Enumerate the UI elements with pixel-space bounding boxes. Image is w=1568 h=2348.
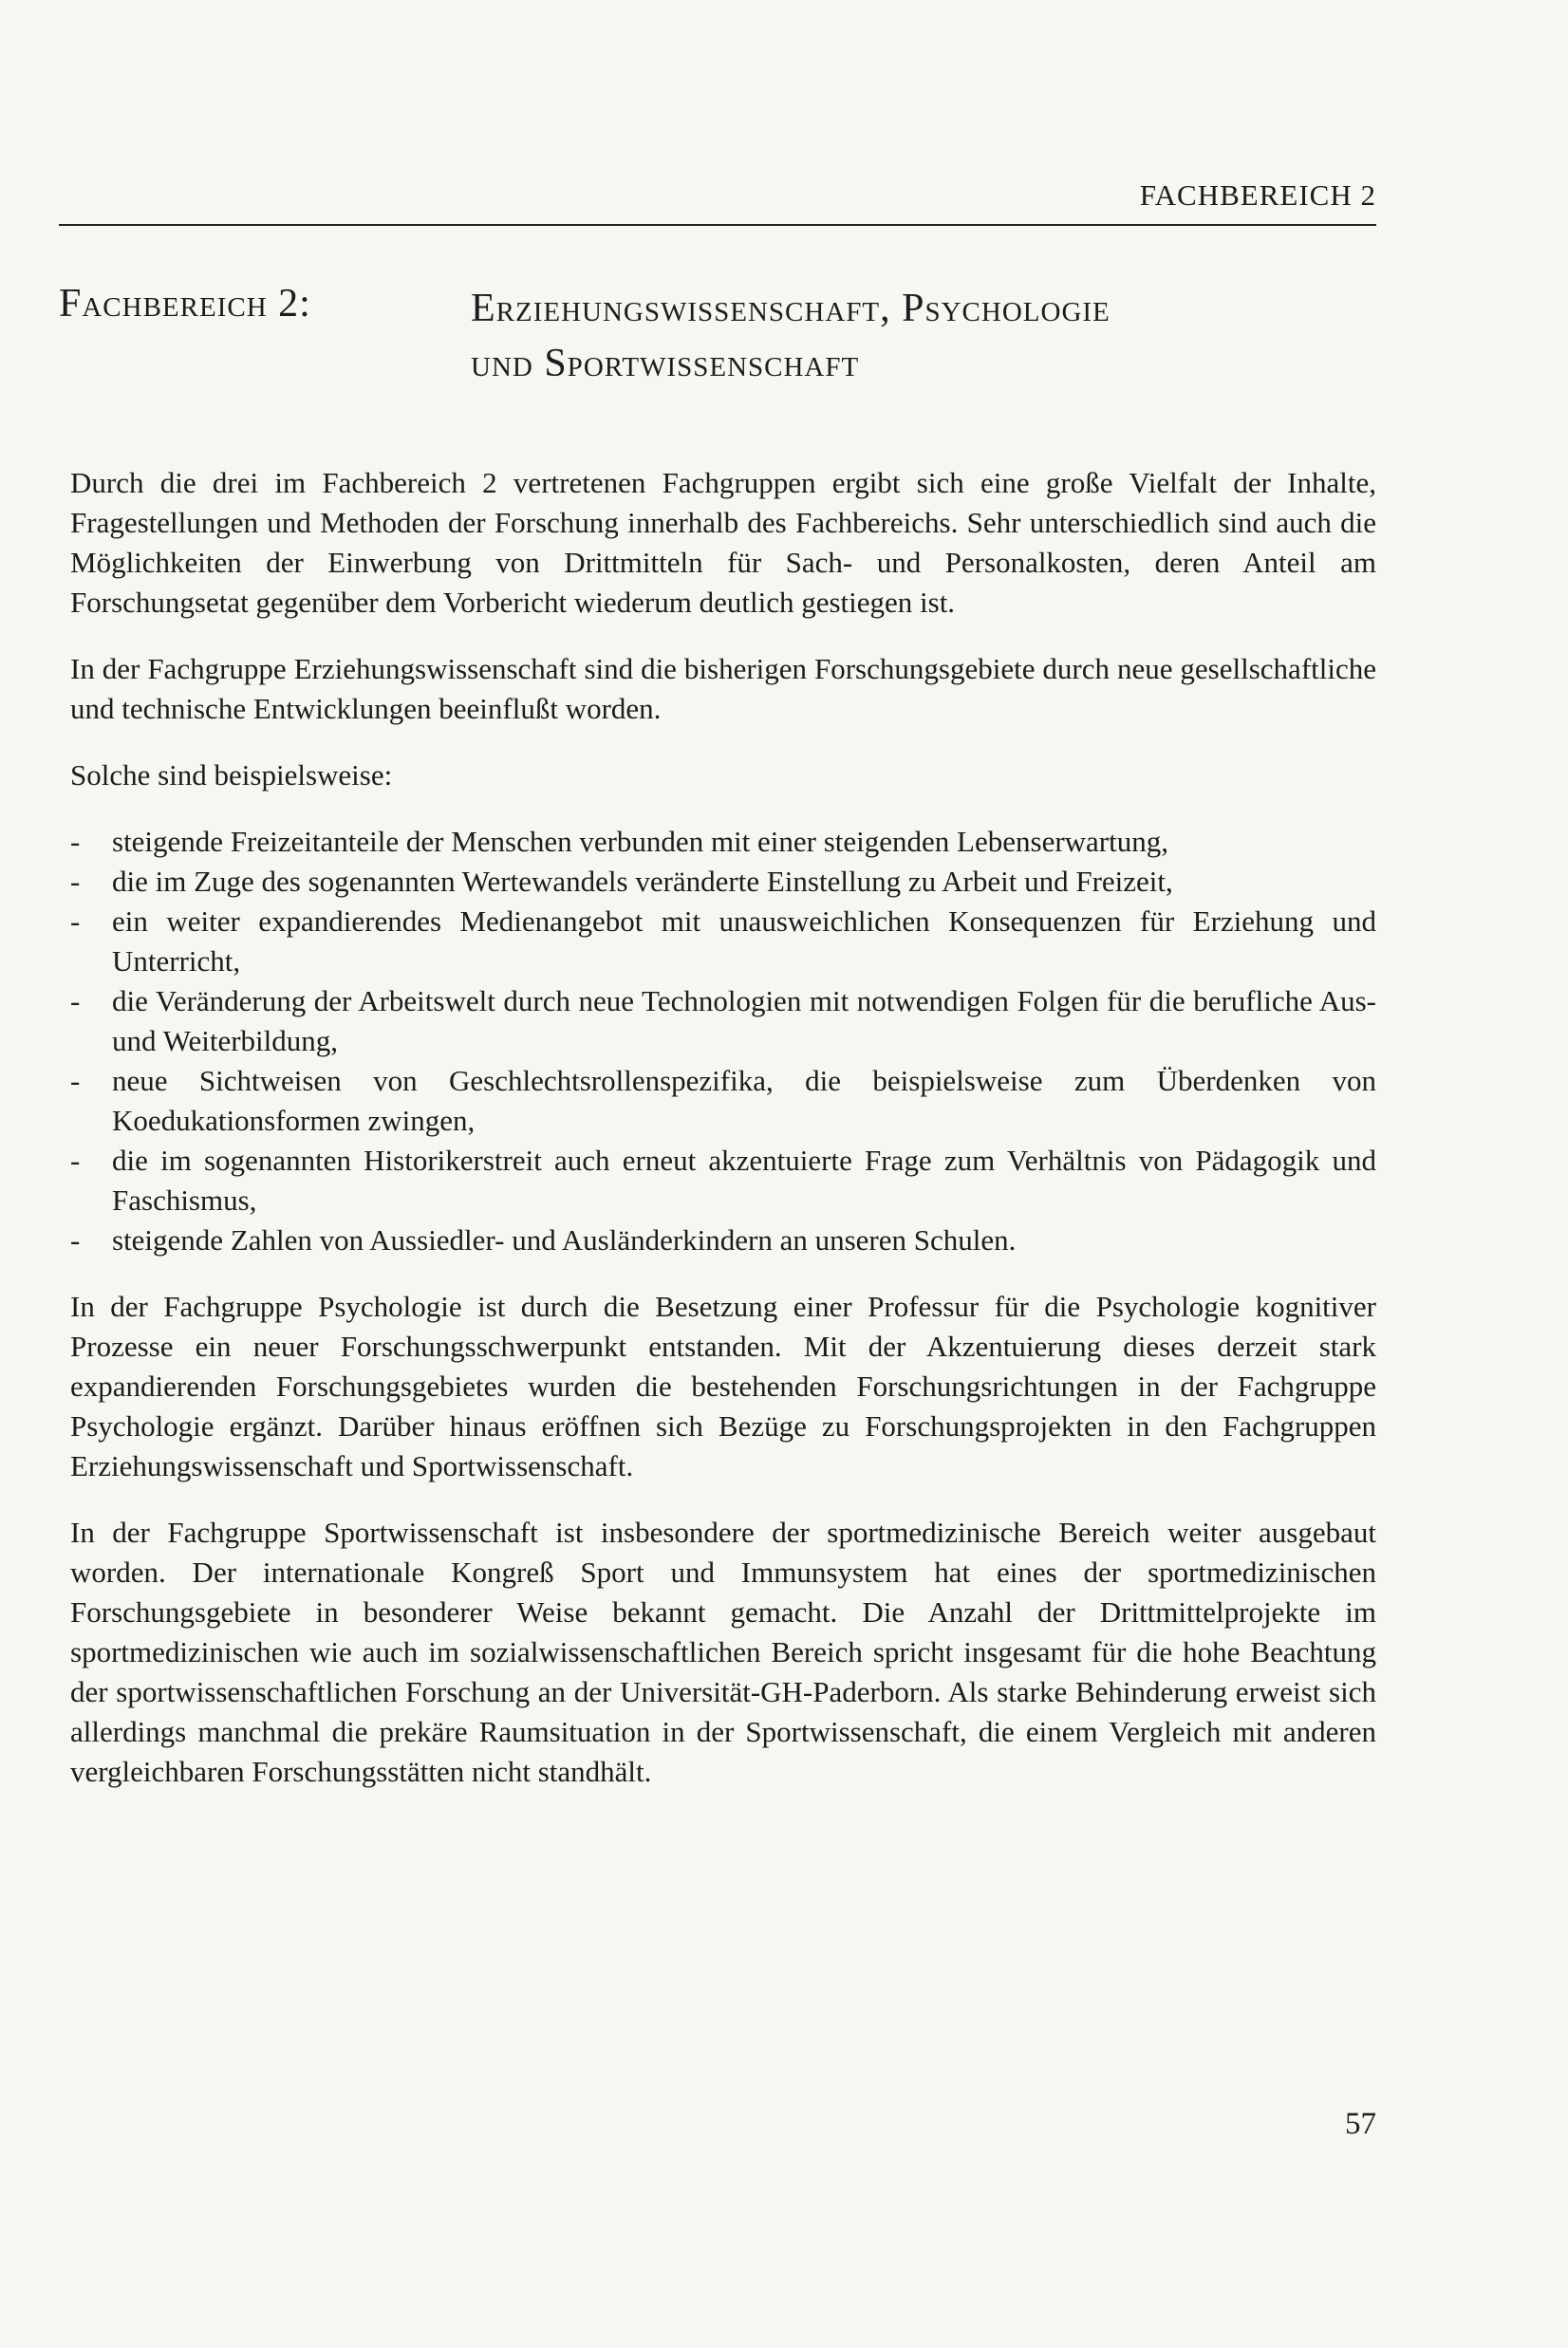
running-header: FACHBEREICH 2 bbox=[1139, 178, 1376, 212]
dash-bullet: - bbox=[70, 825, 81, 858]
chapter-title-line-1: Erziehungswissenschaft, Psychologie bbox=[471, 287, 1111, 330]
dash-bullet: - bbox=[70, 1223, 81, 1257]
list-item-text: steigende Freizeitanteile der Menschen verbunden mit einer steigenden Lebenserwartung, bbox=[112, 825, 1168, 858]
list-intro: Solche sind beispielsweise: bbox=[70, 758, 393, 792]
chapter-title bbox=[471, 281, 1363, 391]
dash-bullet: - bbox=[70, 1144, 81, 1177]
paragraph-intro: Durch die drei im Fachbereich 2 vertretenen Fachgruppen ergibt sich eine große Vielfalt der Inhalte, Fragestellungen und Methoden der Forschung innerhalb des Fachbereichs. Sehr unterschiedlich sind auch die Möglichkeiten der Einwerbung von Drittmitteln für Sach- und Personalkosten, deren Anteil am Forschungsetat gegenüber dem Vorbericht wiederum deutlich gestiegen ist. bbox=[70, 466, 1376, 619]
dash-bullet: - bbox=[70, 904, 81, 938]
list-item bbox=[70, 1141, 1376, 1221]
header-rule bbox=[59, 224, 1376, 226]
dash-bullet: - bbox=[70, 1064, 81, 1097]
list-item-text: neue Sichtweisen von Geschlechtsrollenspezifika, die beispielsweise zum Überdenken von Koedukationsformen zwingen, bbox=[112, 1064, 1376, 1137]
list-item bbox=[70, 822, 1376, 862]
list-item-text: die im sogenannten Historikerstreit auch erneut akzentuierte Frage zum Verhältnis von Pädagogik und Faschismus, bbox=[112, 1144, 1376, 1217]
chapter-title-line-2: und Sportwissenschaft bbox=[471, 342, 860, 385]
list-item bbox=[70, 981, 1376, 1061]
list-item bbox=[70, 1221, 1376, 1260]
paragraph-erziehungswissenschaft: In der Fachgruppe Erziehungswissenschaft sind die bisherigen Forschungsgebiete durch neue gesellschaftliche und technische Entwicklungen beeinflußt worden. bbox=[70, 652, 1376, 725]
list-item bbox=[70, 902, 1376, 981]
list-item bbox=[70, 1061, 1376, 1141]
chapter-label: Fachbereich 2: bbox=[59, 282, 311, 326]
list-item-text: die im Zuge des sogenannten Wertewandels veränderte Einstellung zu Arbeit und Freizeit, bbox=[112, 865, 1173, 898]
body-text bbox=[70, 463, 1376, 1818]
list-item bbox=[70, 862, 1376, 902]
list-item-text: ein weiter expandierendes Medienangebot mit unausweichlichen Konsequenzen für Erziehung und Unterricht, bbox=[112, 904, 1376, 978]
page-number: 57 bbox=[1345, 2107, 1376, 2141]
paragraph-sportwissenschaft: In der Fachgruppe Sportwissenschaft ist insbesondere der sportmedizinische Bereich weiter ausgebaut worden. Der internationale Kongreß Sport und Immunsystem hat eines der sportmedizinischen Forschungsgebiete in besonderer Weise bekannt gemacht. Die Anzahl der Drittmittelprojekte im sportmedizinischen wie auch im sozialwissenschaftlichen Bereich spricht insgesamt für die hohe Beachtung der sportwissenschaftlichen Forschung an der Universität-GH-Paderborn. Als starke Behinderung erweist sich allerdings manchmal die prekäre Raumsituation in der Sportwissenschaft, die einem Vergleich mit anderen vergleichbaren Forschungsstätten nicht standhält. bbox=[70, 1516, 1376, 1788]
topic-list bbox=[70, 822, 1376, 1260]
paragraph-psychologie: In der Fachgruppe Psychologie ist durch die Besetzung einer Professur für die Psychologie kognitiver Prozesse ein neuer Forschungsschwerpunkt entstanden. Mit der Akzentuierung dieses derzeit stark expandierenden Forschungsgebietes wurden die bestehenden Forschungsrichtungen in der Fachgruppe Psychologie ergänzt. Darüber hinaus eröffnen sich Bezüge zu Forschungsprojekten in den Fachgruppen Erziehungswissenschaft und Sportwissenschaft. bbox=[70, 1290, 1376, 1482]
dash-bullet: - bbox=[70, 865, 81, 898]
dash-bullet: - bbox=[70, 984, 81, 1017]
list-item-text: die Veränderung der Arbeitswelt durch neue Technologien mit notwendigen Folgen für die berufliche Aus- und Weiterbildung, bbox=[112, 984, 1376, 1057]
list-item-text: steigende Zahlen von Aussiedler- und Ausländerkindern an unseren Schulen. bbox=[112, 1223, 1017, 1257]
